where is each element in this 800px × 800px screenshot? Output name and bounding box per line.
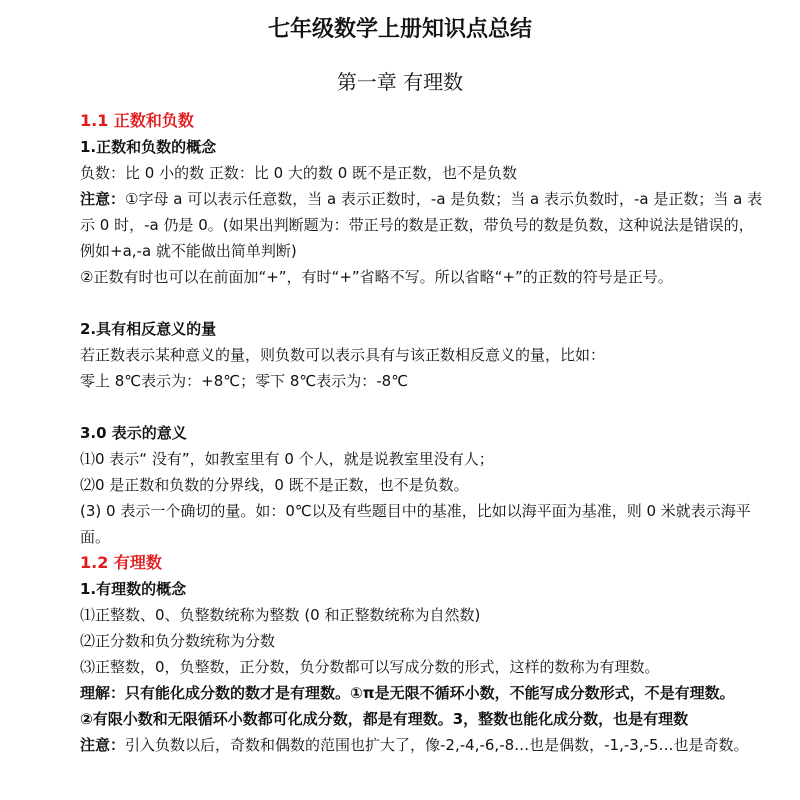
list-item: (3) 0 表示一个确切的量。如：0℃以及有些题目中的基准，比如以海平面为基准，则 0 米就表示海平 — [80, 502, 751, 520]
subheading-rational-concept: 1.有理数的概念 — [80, 580, 187, 598]
note-line — [80, 732, 780, 758]
note-line-1 — [80, 186, 780, 212]
note-label: 注意： — [80, 190, 126, 208]
understanding-line-2: ②有限小数和无限循环小数都可化成分数，都是有理数。3，整数也能化成分数，也是有理数 — [80, 710, 689, 728]
section-heading-1-1: 1.1 正数和负数 — [80, 111, 194, 130]
note-line-2: 示 0 时，-a 仍是 0。(如果出判断题为：带正号的数是正数，带负号的数是负数，这种说法是错误的， — [80, 216, 754, 234]
subheading-positive-negative-concept: 1.正数和负数的概念 — [80, 138, 217, 156]
document-title: 七年级数学上册知识点总结 — [267, 17, 532, 42]
list-item: ⑵0 是正数和负数的分界线，0 既不是正数，也不是负数。 — [80, 476, 469, 494]
list-item: ⑶正整数，0，负整数，正分数，负分数都可以写成分数的形式，这样的数称为有理数。 — [80, 658, 660, 676]
document-content — [80, 108, 780, 758]
list-item: ⑴0 表示“ 没有”，如教室里有 0 个人，就是说教室里没有人； — [80, 450, 494, 468]
subheading-opposite-quantities: 2.具有相反意义的量 — [80, 320, 217, 338]
spacer — [80, 290, 780, 316]
list-item: ⑵正分数和负分数统称为分数 — [80, 632, 276, 650]
paragraph-line: 若正数表示某种意义的量，则负数可以表示具有与该正数相反意义的量，比如： — [80, 346, 606, 364]
subheading-zero-meaning: 3.0 表示的意义 — [80, 424, 187, 442]
note-text: 引入负数以后，奇数和偶数的范围也扩大了，像-2,-4,-6,-8…也是偶数，-1,-3,-5…也是奇数。 — [125, 736, 749, 754]
definition-line: 负数：比 0 小的数 正数：比 0 大的数 0 既不是正数，也不是负数 — [80, 164, 518, 182]
chapter-title: 第一章 有理数 — [336, 70, 464, 94]
paragraph-line: 零上 8℃表示为：+8℃；零下 8℃表示为：-8℃ — [80, 372, 409, 390]
note-line-3: 例如+a,-a 就不能做出简单判断) — [80, 242, 297, 260]
note-label: 注意： — [80, 736, 126, 754]
spacer — [80, 394, 780, 420]
note-line-4: ②正数有时也可以在前面加“+”，有时“+”省略不写。所以省略“+”的正数的符号是正号。 — [80, 268, 673, 286]
note-text: ①字母 a 可以表示任意数，当 a 表示正数时，-a 是负数；当 a 表示负数时，-a 是正数；当 a 表 — [125, 190, 763, 208]
list-item: ⑴正整数、0、负整数统称为整数 (0 和正整数统称为自然数) — [80, 606, 481, 624]
section-heading-1-2: 1.2 有理数 — [80, 553, 162, 572]
understanding-line-1: 理解：只有能化成分数的数才是有理数。①π是无限不循环小数，不能写成分数形式，不是有理数。 — [80, 684, 735, 702]
list-item-continuation: 面。 — [80, 528, 111, 546]
